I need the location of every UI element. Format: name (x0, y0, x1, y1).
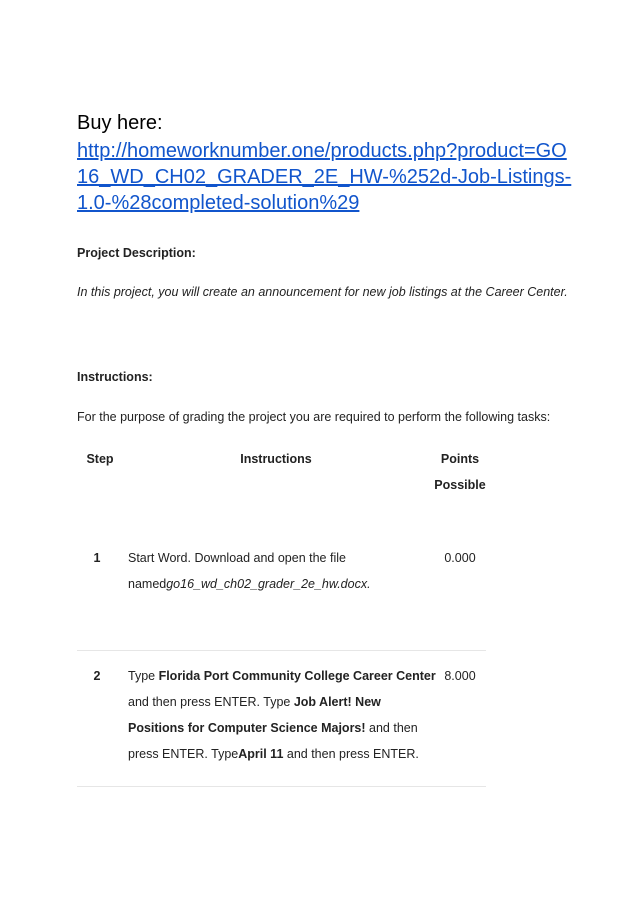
instruction-bold-text: Job Alert! New (293, 695, 381, 709)
buy-here-label: Buy here: (77, 112, 163, 134)
product-link-line-2[interactable]: 16_WD_CH02_GRADER_2E_HW-%252d-Job-Listings- (77, 166, 572, 188)
instruction-text: press ENTER. Type (128, 747, 239, 761)
instruction-text: and then (365, 721, 418, 735)
instruction-line: Start Word. Download and open the file (128, 551, 346, 565)
instruction-line (128, 715, 428, 741)
instruction-bold-text: April 11 (238, 747, 284, 761)
step-number: 1 (93, 551, 101, 565)
instruction-text: Type (128, 669, 159, 683)
instruction-bold-text: Positions for Computer Science Majors! (128, 721, 366, 735)
instruction-line (128, 571, 418, 597)
instruction-line (128, 741, 428, 767)
file-name: go16_wd_ch02_grader_2e_hw.docx. (166, 577, 371, 591)
instruction-line (128, 663, 436, 689)
column-header-step: Step (86, 452, 114, 466)
row-divider (77, 786, 486, 787)
project-description-heading: Project Description: (77, 246, 196, 260)
points-value: 8.000 (444, 669, 476, 683)
points-header-line-1: Points (440, 452, 480, 466)
instruction-bold-text: Florida Port Community College Career Center (158, 669, 436, 683)
step-instructions (128, 663, 436, 767)
instruction-text: named (128, 577, 167, 591)
row-divider (77, 650, 486, 651)
points-header-line-2: Possible (434, 478, 486, 492)
instructions-heading: Instructions: (77, 370, 153, 384)
instructions-intro: For the purpose of grading the project you are required to perform the following tasks: (77, 410, 551, 424)
instruction-line (128, 689, 428, 715)
column-header-instructions: Instructions (240, 452, 312, 466)
instruction-text: and then press ENTER. Type (128, 695, 294, 709)
product-link-line-3[interactable]: 1.0-%28completed-solution%29 (77, 192, 360, 214)
step-instructions (128, 545, 418, 597)
product-link-line-1[interactable]: http://homeworknumber.one/products.php?product=GO (77, 140, 567, 162)
project-description-text: In this project, you will create an announcement for new job listings at the Career Center. (77, 285, 568, 299)
column-header-points (420, 446, 500, 498)
instruction-text: and then press ENTER. (283, 747, 419, 761)
product-link[interactable] (77, 138, 572, 216)
points-value: 0.000 (444, 551, 476, 565)
step-number: 2 (93, 669, 101, 683)
